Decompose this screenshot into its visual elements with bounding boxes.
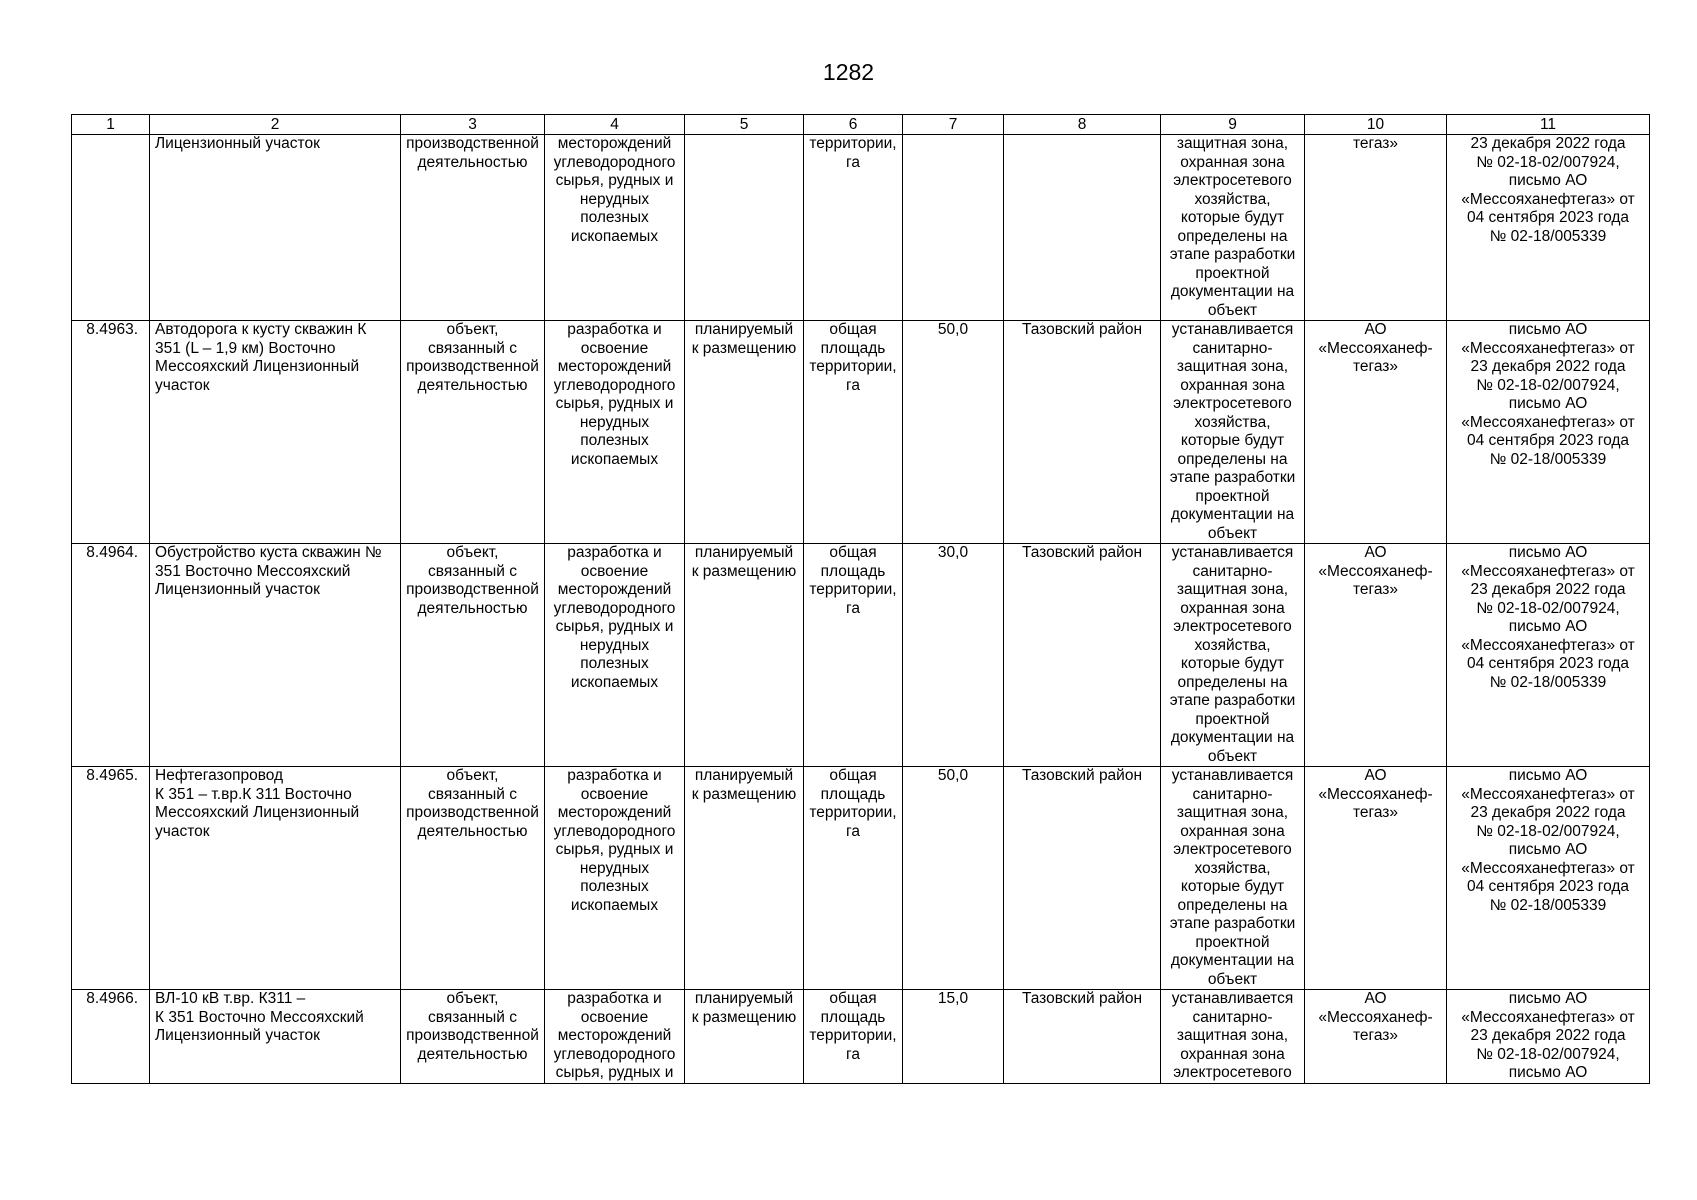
cell-zones: устанавливается санитарно- защитная зона, охранная зона электросетевого хозяйства, которые будут определены на этапе разработки проектной документации на объект — [1161, 767, 1305, 990]
table-row — [72, 767, 1650, 990]
cell-basis: письмо АО «Мессояханефтегаз» от 23 декабря 2022 года № 02-18-02/007924, письмо АО — [1447, 990, 1650, 1084]
cell-object-name: Лицензионный участок — [150, 135, 401, 321]
cell-location: Тазовский район — [1004, 321, 1161, 544]
cell-object-type: объект, связанный с производственной деятельностью — [401, 990, 545, 1084]
cell-object-type: объект, связанный с производственной деятельностью — [401, 767, 545, 990]
column-header-10: 10 — [1305, 115, 1447, 135]
cell-item-number: 8.4963. — [72, 321, 150, 544]
cell-item-number — [72, 135, 150, 321]
cell-value: 30,0 — [903, 544, 1004, 767]
cell-purpose: разработка и освоение месторождений углеводородного сырья, рудных и нерудных полезных ископаемых — [545, 767, 685, 990]
cell-basis: письмо АО «Мессояханефтегаз» от 23 декабря 2022 года № 02-18-02/007924, письмо АО «Мессояханефтегаз» от 04 сентября 2023 года № 02-18/005339 — [1447, 321, 1650, 544]
cell-purpose: разработка и освоение месторождений углеводородного сырья, рудных и нерудных полезных ископаемых — [545, 321, 685, 544]
cell-characteristic: общая площадь территории, га — [804, 990, 903, 1084]
column-header-4: 4 — [545, 115, 685, 135]
table-row-continuation — [72, 135, 1650, 321]
column-header-7: 7 — [903, 115, 1004, 135]
table-row — [72, 321, 1650, 544]
cell-characteristic: территории, га — [804, 135, 903, 321]
column-header-8: 8 — [1004, 115, 1161, 135]
column-header-9: 9 — [1161, 115, 1305, 135]
cell-zones: устанавливается санитарно- защитная зона, охранная зона электросетевого — [1161, 990, 1305, 1084]
cell-initiator: тегаз» — [1305, 135, 1447, 321]
cell-item-number: 8.4965. — [72, 767, 150, 990]
column-header-6: 6 — [804, 115, 903, 135]
cell-location: Тазовский район — [1004, 767, 1161, 990]
cell-object-name: Обустройство куста скважин № 351 Восточно Мессояхский Лицензионный участок — [150, 544, 401, 767]
cell-value: 50,0 — [903, 767, 1004, 990]
column-header-1: 1 — [72, 115, 150, 135]
table-row — [72, 544, 1650, 767]
cell-value: 15,0 — [903, 990, 1004, 1084]
cell-status — [685, 135, 804, 321]
column-number-header-row — [72, 115, 1650, 135]
cell-initiator: АО «Мессояханеф- тегаз» — [1305, 321, 1447, 544]
cell-purpose: разработка и освоение месторождений углеводородного сырья, рудных и нерудных полезных ископаемых — [545, 544, 685, 767]
cell-object-name: Автодорога к кусту скважин К 351 (L – 1,9 км) Восточно Мессояхский Лицензионный участок — [150, 321, 401, 544]
cell-location: Тазовский район — [1004, 990, 1161, 1084]
cell-purpose: разработка и освоение месторождений углеводородного сырья, рудных и — [545, 990, 685, 1084]
cell-item-number: 8.4964. — [72, 544, 150, 767]
column-header-5: 5 — [685, 115, 804, 135]
cell-basis: 23 декабря 2022 года № 02-18-02/007924, письмо АО «Мессояханефтегаз» от 04 сентября 2023 года № 02-18/005339 — [1447, 135, 1650, 321]
column-header-3: 3 — [401, 115, 545, 135]
cell-initiator: АО «Мессояханеф- тегаз» — [1305, 544, 1447, 767]
column-header-2: 2 — [150, 115, 401, 135]
cell-characteristic: общая площадь территории, га — [804, 767, 903, 990]
cell-value — [903, 135, 1004, 321]
cell-zones: устанавливается санитарно- защитная зона, охранная зона электросетевого хозяйства, которые будут определены на этапе разработки проектной документации на объект — [1161, 544, 1305, 767]
cell-item-number: 8.4966. — [72, 990, 150, 1084]
cell-object-type: объект, связанный с производственной деятельностью — [401, 321, 545, 544]
cell-initiator: АО «Мессояханеф- тегаз» — [1305, 990, 1447, 1084]
cell-status: планируемый к размещению — [685, 767, 804, 990]
cell-characteristic: общая площадь территории, га — [804, 544, 903, 767]
cell-characteristic: общая площадь территории, га — [804, 321, 903, 544]
cell-initiator: АО «Мессояханеф- тегаз» — [1305, 767, 1447, 990]
column-header-11: 11 — [1447, 115, 1650, 135]
cell-location: Тазовский район — [1004, 544, 1161, 767]
cell-value: 50,0 — [903, 321, 1004, 544]
cell-basis: письмо АО «Мессояханефтегаз» от 23 декабря 2022 года № 02-18-02/007924, письмо АО «Мессояханефтегаз» от 04 сентября 2023 года № 02-18/005339 — [1447, 544, 1650, 767]
cell-object-type: производственной деятельностью — [401, 135, 545, 321]
cell-location — [1004, 135, 1161, 321]
cell-status: планируемый к размещению — [685, 321, 804, 544]
cell-object-type: объект, связанный с производственной деятельностью — [401, 544, 545, 767]
cell-basis: письмо АО «Мессояханефтегаз» от 23 декабря 2022 года № 02-18-02/007924, письмо АО «Мессояханефтегаз» от 04 сентября 2023 года № 02-18/005339 — [1447, 767, 1650, 990]
cell-status: планируемый к размещению — [685, 544, 804, 767]
table-row — [72, 990, 1650, 1084]
cell-status: планируемый к размещению — [685, 990, 804, 1084]
page-number: 1282 — [822, 59, 875, 85]
cell-object-name: Нефтегазопровод К 351 – т.вр.К 311 Восточно Мессояхский Лицензионный участок — [150, 767, 401, 990]
document-table — [71, 114, 1650, 1084]
cell-object-name: ВЛ-10 кВ т.вр. К311 – К 351 Восточно Мессояхский Лицензионный участок — [150, 990, 401, 1084]
cell-zones: защитная зона, охранная зона электросетевого хозяйства, которые будут определены на этапе разработки проектной документации на объект — [1161, 135, 1305, 321]
cell-zones: устанавливается санитарно- защитная зона, охранная зона электросетевого хозяйства, которые будут определены на этапе разработки проектной документации на объект — [1161, 321, 1305, 544]
cell-purpose: месторождений углеводородного сырья, рудных и нерудных полезных ископаемых — [545, 135, 685, 321]
